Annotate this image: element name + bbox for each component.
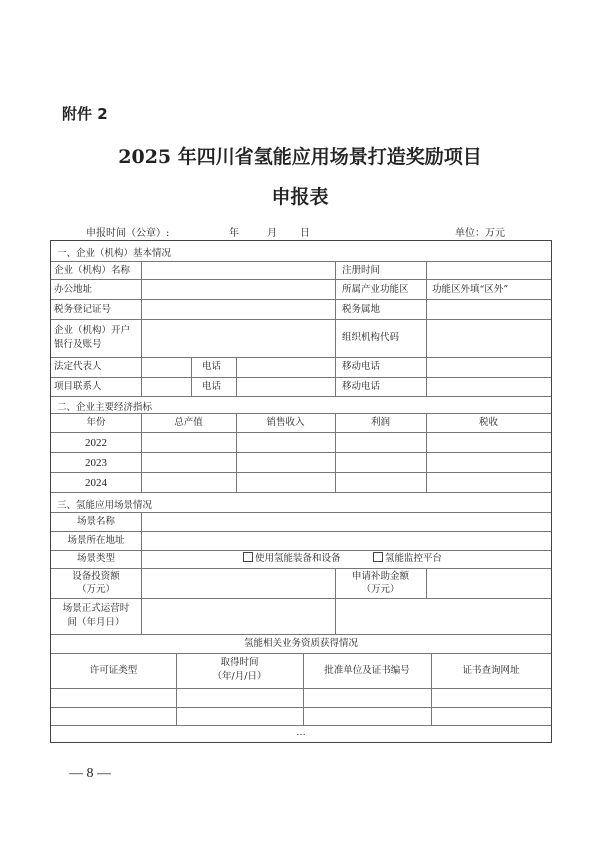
tax-header: 税收	[478, 417, 498, 428]
section2-title: 二、企业主要经济指标	[57, 402, 153, 413]
section1-title: 一、企业（机构）基本情况	[57, 248, 172, 259]
org-code-label: 组织机构代码	[342, 332, 400, 343]
continuation-ellipsis: …	[296, 727, 306, 738]
scene-location-label: 场景所在地址	[67, 535, 125, 546]
output-header: 总产值	[174, 417, 203, 428]
contact-mobile-label: 移动电话	[342, 381, 381, 392]
year-label: 年	[229, 228, 239, 239]
section3-title: 三、氢能应用场景情况	[57, 500, 153, 511]
year-2023: 2023	[85, 457, 107, 469]
tax-reg-no-label: 税务登记证号	[54, 304, 112, 315]
option-equipment-text: 使用氢能装备和设备	[255, 553, 341, 564]
invest-label-line1: 设备投资额	[72, 571, 120, 582]
option-equipment[interactable]	[243, 552, 341, 565]
legal-rep-mobile-label: 移动电话	[342, 361, 381, 372]
month-label: 月	[267, 228, 277, 239]
option-monitoring[interactable]	[373, 552, 442, 565]
form-title: 2025 年四川省氢能应用场景打造奖励项目	[118, 146, 482, 168]
checkbox-equipment[interactable]	[243, 552, 253, 562]
op-time-label-line2: 间（年月日）	[67, 617, 125, 628]
application-form-table	[50, 240, 552, 743]
scene-name-label: 场景名称	[76, 516, 115, 527]
profit-header: 利润	[370, 417, 390, 428]
bank-account-label-line1: 企业（机构）开户	[54, 325, 131, 336]
tax-locality-label: 税务属地	[342, 304, 381, 315]
op-time-label-line1: 场景正式运营时	[62, 603, 130, 614]
cert-url-header: 证书查询网址	[462, 665, 520, 676]
form-subtitle: 申报表	[271, 186, 329, 208]
subsidy-label-line2: （万元）	[361, 584, 400, 595]
scene-type-label: 场景类型	[76, 553, 115, 564]
option-monitoring-text: 氢能监控平台	[385, 553, 443, 564]
page-number: — 8 —	[69, 766, 111, 781]
approver-header: 批准单位及证书编号	[324, 665, 410, 676]
legal-rep-phone-label: 电话	[202, 361, 222, 372]
attachment-label: 附件 2	[62, 105, 108, 123]
year-2024: 2024	[85, 477, 107, 489]
obtain-time-header-line1: 取得时间	[220, 657, 259, 668]
company-name-label: 企业（机构）名称	[54, 265, 131, 276]
industry-zone-label: 所属产业功能区	[342, 284, 409, 295]
contact-phone-label: 电话	[202, 381, 222, 392]
license-type-header: 许可证类型	[89, 665, 138, 676]
obtain-time-header-line2: （年/月/日）	[212, 671, 267, 682]
sales-header: 销售收入	[266, 417, 305, 428]
year-header: 年份	[86, 417, 106, 428]
subsidy-label-line1: 申请补助金额	[351, 571, 409, 582]
checkbox-monitoring[interactable]	[373, 552, 383, 562]
day-label: 日	[300, 228, 310, 239]
bank-account-label-line2: 银行及账号	[54, 339, 102, 350]
legal-rep-label: 法定代表人	[54, 361, 102, 372]
invest-label-line2: （万元）	[76, 584, 115, 595]
office-address-label: 办公地址	[54, 284, 93, 295]
industry-zone-note: 功能区外填“区外”	[432, 284, 509, 295]
year-2022: 2022	[85, 437, 107, 449]
apply-time-label: 申报时间（公章）:	[86, 228, 170, 239]
contact-label: 项目联系人	[54, 381, 102, 392]
qualification-title: 氢能相关业务资质获得情况	[243, 638, 358, 649]
unit-label: 单位：万元	[455, 228, 505, 239]
reg-time-label: 注册时间	[342, 265, 381, 276]
